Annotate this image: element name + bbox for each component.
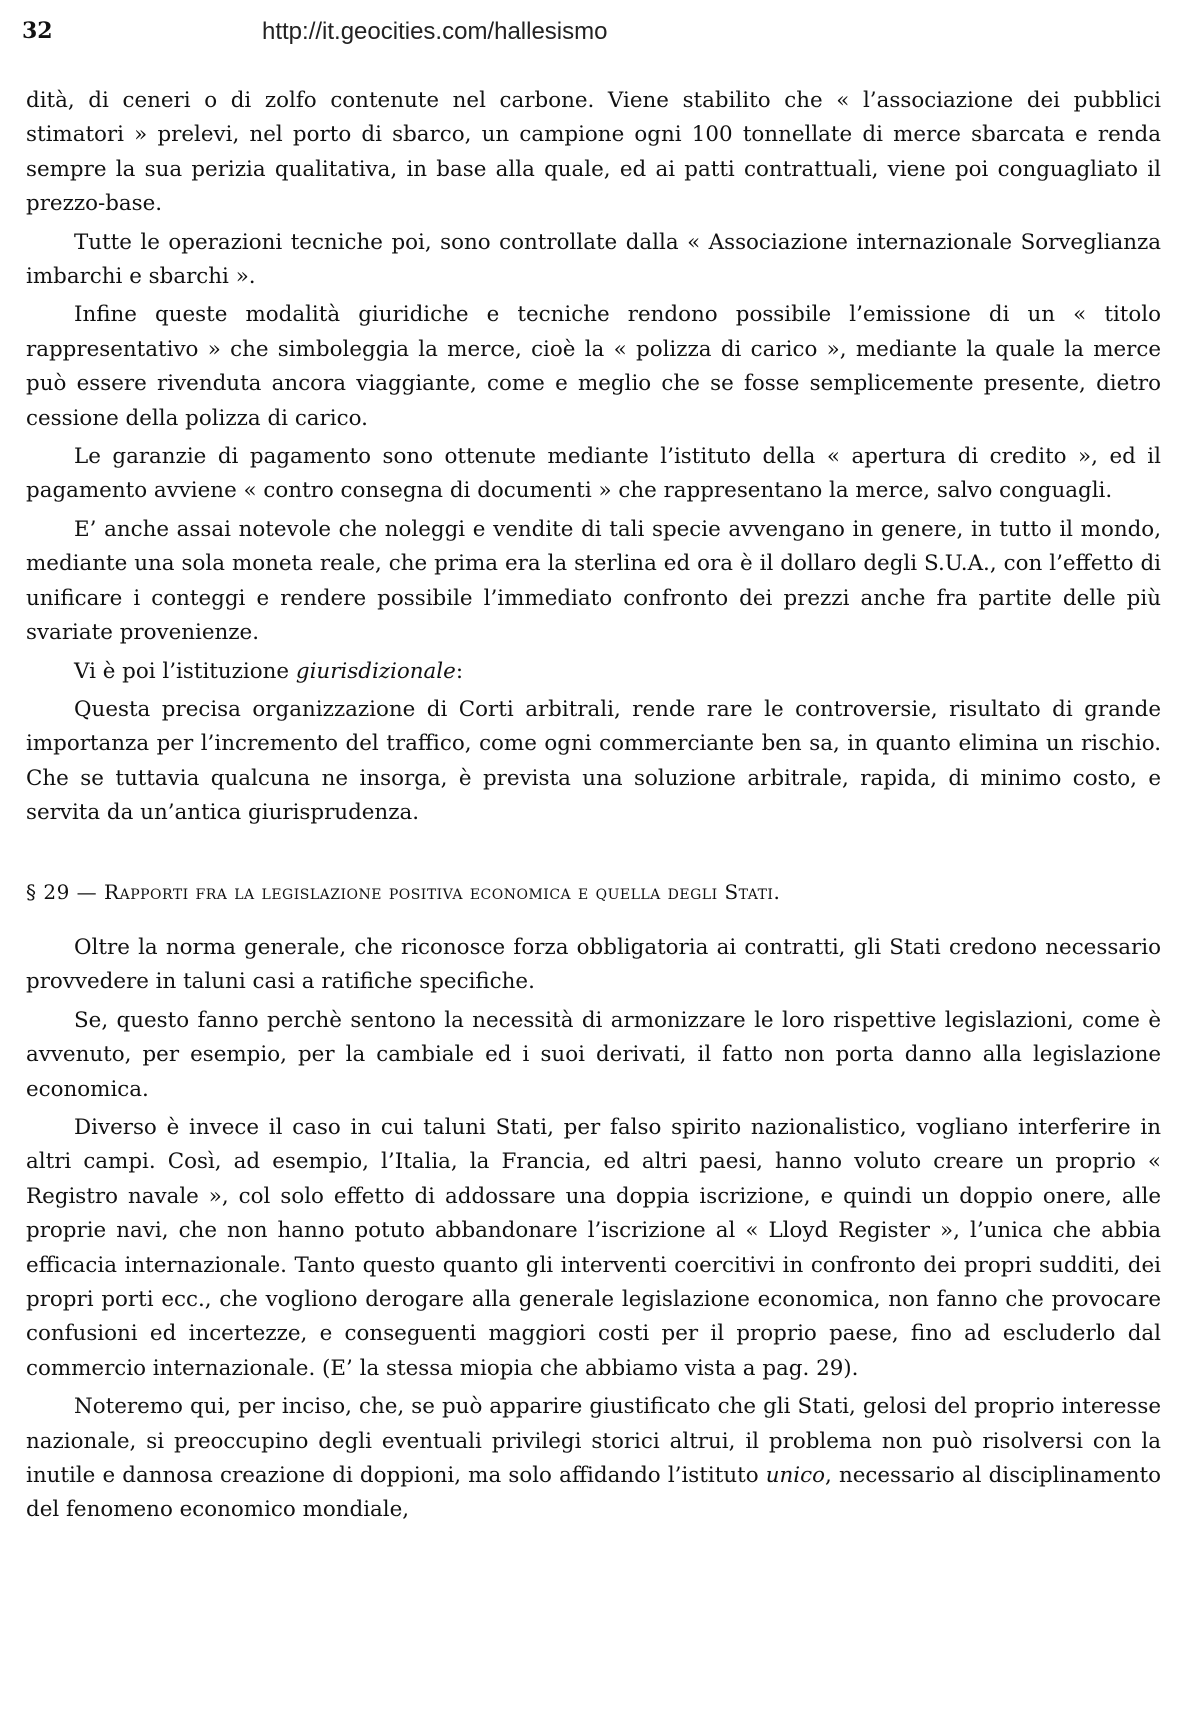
source-url: http://it.geocities.com/hallesismo (262, 18, 608, 45)
section-heading (26, 875, 1161, 909)
body-text (26, 84, 1161, 1532)
paragraph-text: , necessario al disciplinamento del fenomeno economico mondiale, (26, 1463, 1162, 1523)
paragraph-text: : (455, 658, 464, 684)
paragraph: Tutte le operazioni tecniche poi, sono controllate dalla « Associazione internazionale Sorveglianza imbarchi e sbarchi ». (26, 229, 1161, 290)
paragraph: Le garanzie di pagamento sono ottenute mediante l’istituto della « apertura di credito », ed il pagamento avviene « contro consegna di documenti » che rappresentano la merce, salvo conguagli. (26, 444, 1161, 504)
paragraph-text: Noteremo qui, per inciso, che, se può apparire giustificato che gli Stati, gelosi del proprio interesse nazionale, si preoccupino degli eventuali privilegi storici altrui, il problema non può risolversi con la inutile e dannosa creazione di doppioni, ma solo affidando l’istituto (26, 1394, 1161, 1489)
paragraph: Se, questo fanno perchè sentono la necessità di armonizzare le loro rispettive legislazioni, come è avvenuto, per esempio, per la cambiale ed i suoi derivati, il fatto non porta danno alla legislazione economica. (26, 1007, 1161, 1102)
paragraph (26, 1390, 1161, 1528)
section-number: § 29 — (26, 879, 98, 904)
paragraph (26, 655, 1161, 689)
page-number: 32 (22, 18, 53, 44)
paragraph: Diverso è invece il caso in cui taluni Stati, per falso spirito nazionalistico, vogliano interferire in altri campi. Così, ad esempio, l’Italia, la Francia, ed altri paesi, hanno voluto creare un proprio « Registro navale », col solo effetto di addossare una doppia iscrizione, e quindi un doppio onere, alle proprie navi, che non hanno potuto abbandonare l’iscrizione al « Lloyd Register », l’unica che abbia efficacia internazionale. Tanto questo quanto gli interventi coercitivi in confronto dei propri sudditi, dei propri porti ecc., che vogliono derogare alla generale legislazione economica, non fanno che provocare confusioni ed incertezze, e conseguenti maggiori costi per il proprio paese, fino ad escluderlo dal commercio internazionale. (E’ la stessa miopia che abbiamo vista a pag. 29). (26, 1114, 1161, 1381)
emphasized-term: unico (765, 1463, 825, 1489)
paragraph-text: Vi è poi l’istituzione (74, 658, 296, 684)
emphasized-term: giurisdizionale (295, 658, 456, 684)
paragraph: dità, di ceneri o di zolfo contenute nel carbone. Viene stabilito che « l’associazione dei pubblici stimatori » prelevi, nel porto di sbarco, un campione ogni 100 tonnellate di merce sbarcata e renda sempre la sua perizia qualitativa, in base alla quale, ed ai patti contrattuali, viene poi conguagliato il prezzo-base. (26, 88, 1161, 217)
paragraph: Questa precisa organizzazione di Corti arbitrali, rende rare le controversie, risultato di grande importanza per l’incremento del traffico, come ogni commerciante ben sa, in quanto elimina un rischio. Che se tuttavia qualcuna ne insorga, è prevista una soluzione arbitrale, rapida, di minimo costo, e servita da un’antica giurisprudenza. (26, 696, 1161, 826)
paragraph: E’ anche assai notevole che noleggi e vendite di tali specie avvengano in genere, in tutto il mondo, mediante una sola moneta reale, che prima era la sterlina ed ora è il dollaro degli S.U.A., con l’effetto di unificare i conteggi e rendere possibile l’immediato confronto dei prezzi anche fra partite delle più svariate provenienze. (26, 516, 1161, 646)
paragraph: Oltre la norma generale, che riconosce forza obbligatoria ai contratti, gli Stati credono necessario provvedere in taluni casi a ratifiche specifiche. (26, 934, 1161, 995)
section-title: Rapporti fra la legislazione positiva economica e quella degli Stati. (104, 879, 781, 904)
paragraph: Infine queste modalità giuridiche e tecniche rendono possibile l’emissione di un « titolo rappresentativo » che simboleggia la merce, cioè la « polizza di carico », mediante la quale la merce può essere rivenduta ancora viaggiante, come e meglio che se fosse semplicemente presente, dietro cessione della polizza di carico. (26, 302, 1161, 431)
